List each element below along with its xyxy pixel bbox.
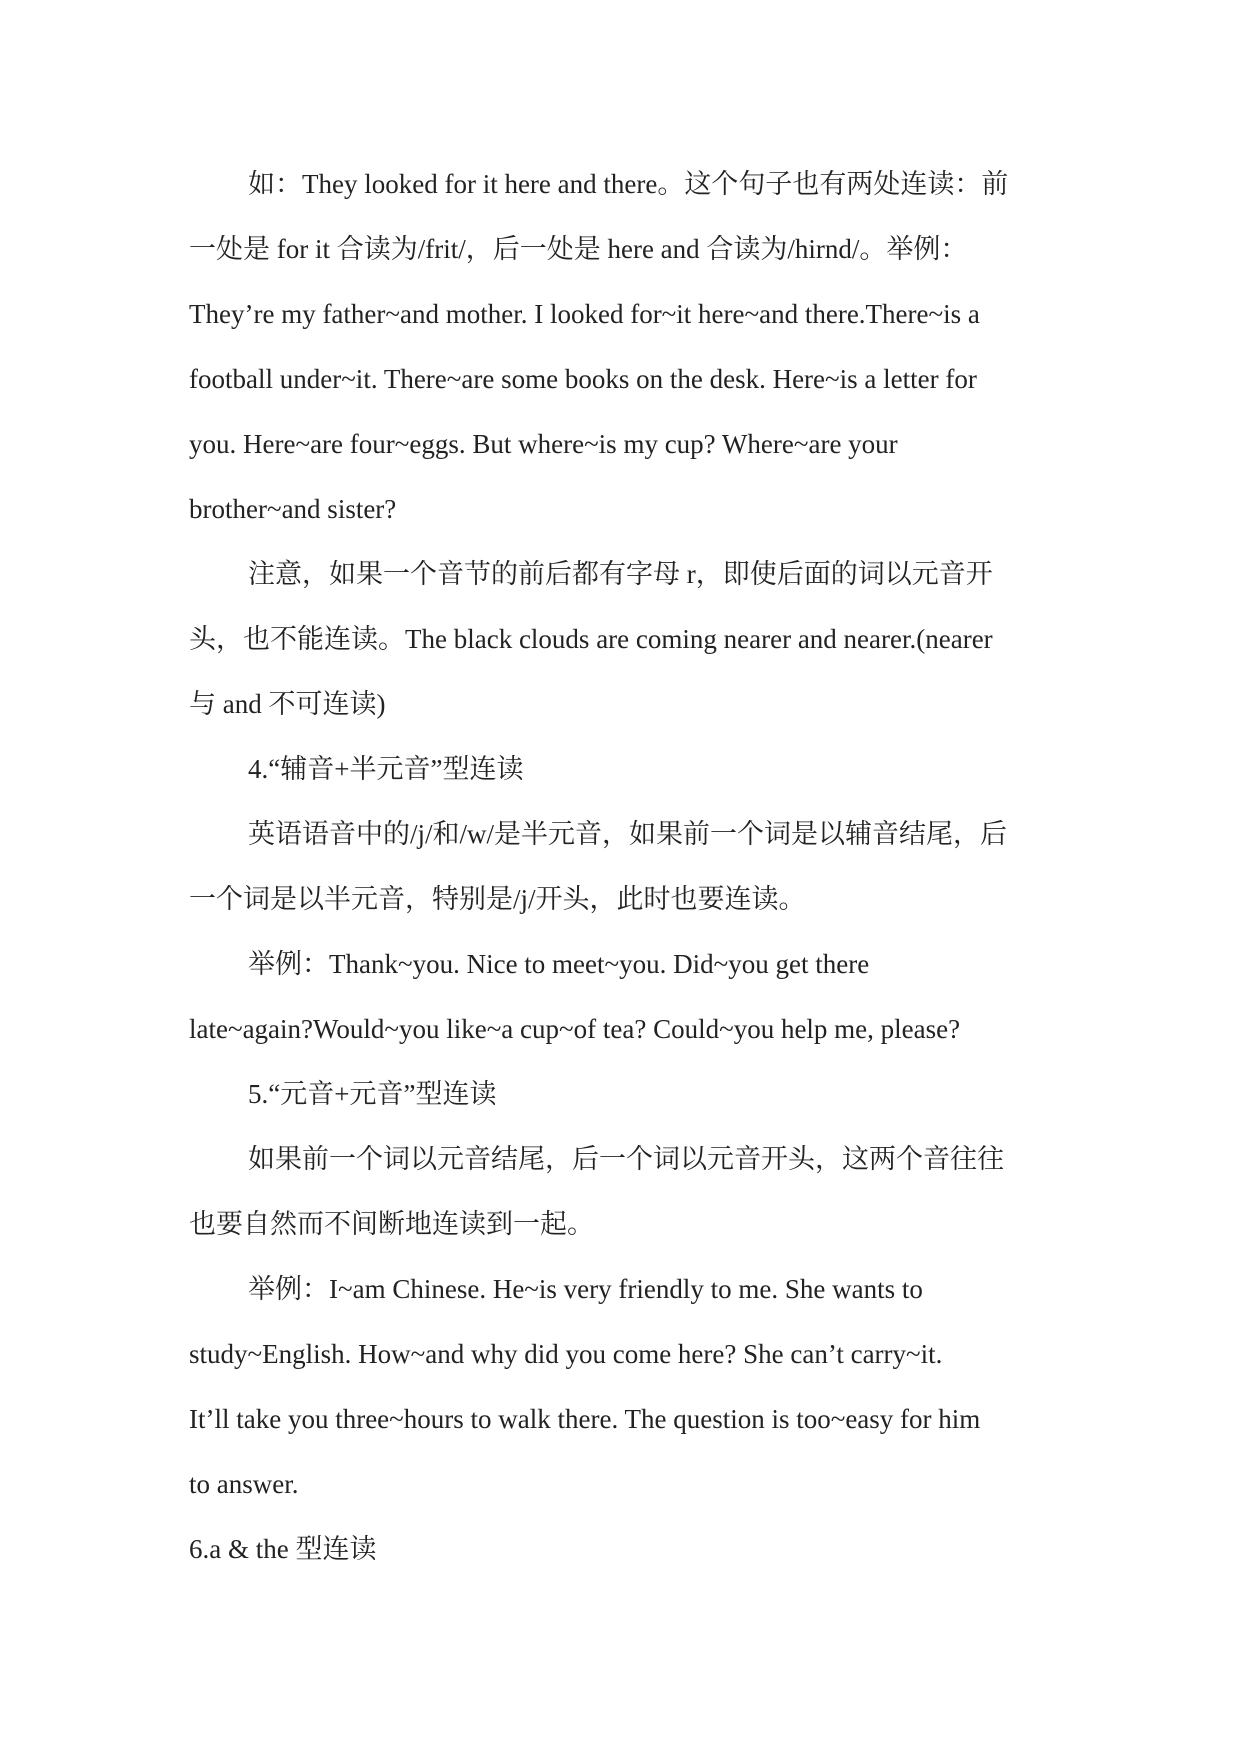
text-line: 如果前一个词以元音结尾，后一个词以元音开头，这两个音往往 — [248, 1144, 1004, 1174]
text-line: 头，也不能连读。The black clouds are coming nearer and nearer.(nearer — [189, 624, 993, 654]
text-line: 一个词是以半元音，特别是/j/开头，此时也要连读。 — [189, 884, 806, 914]
text-line: It’ll take you three~hours to walk there. The question is too~easy for him — [189, 1404, 981, 1434]
text-line: 如：They looked for it here and there。这个句子也有两处连读：前 — [248, 169, 1009, 199]
text-line: late~again?Would~you like~a cup~of tea? Could~you help me, please? — [189, 1014, 961, 1044]
text-line: football under~it. There~are some books on the desk. Here~is a letter for — [189, 364, 977, 394]
text-line: study~English. How~and why did you come here? She can’t carry~it. — [189, 1339, 943, 1369]
text-line: to answer. — [189, 1469, 299, 1499]
section-heading: 4.“辅音+半元音”型连读 — [248, 754, 524, 784]
text-line: 与 and 不可连读) — [189, 689, 386, 719]
text-line: They’re my father~and mother. I looked for~it here~and there.There~is a — [189, 299, 980, 329]
text-line: 注意，如果一个音节的前后都有字母 r，即使后面的词以元音开 — [248, 559, 993, 589]
text-line: 也要自然而不间断地连读到一起。 — [189, 1209, 594, 1239]
text-line: 举例：Thank~you. Nice to meet~you. Did~you get there — [248, 949, 870, 979]
section-heading: 5.“元音+元音”型连读 — [248, 1079, 497, 1109]
text-line: brother~and sister? — [189, 494, 397, 524]
text-line: 英语语音中的/j/和/w/是半元音，如果前一个词是以辅音结尾，后 — [248, 819, 1008, 849]
section-heading: 6.a & the 型连读 — [189, 1534, 377, 1564]
text-line: 一处是 for it 合读为/frit/，后一处是 here and 合读为/hirnd/。举例： — [189, 234, 968, 264]
text-line: 举例：I~am Chinese. He~is very friendly to me. She wants to — [248, 1274, 923, 1304]
text-line: you. Here~are four~eggs. But where~is my cup? Where~are your — [189, 429, 898, 459]
